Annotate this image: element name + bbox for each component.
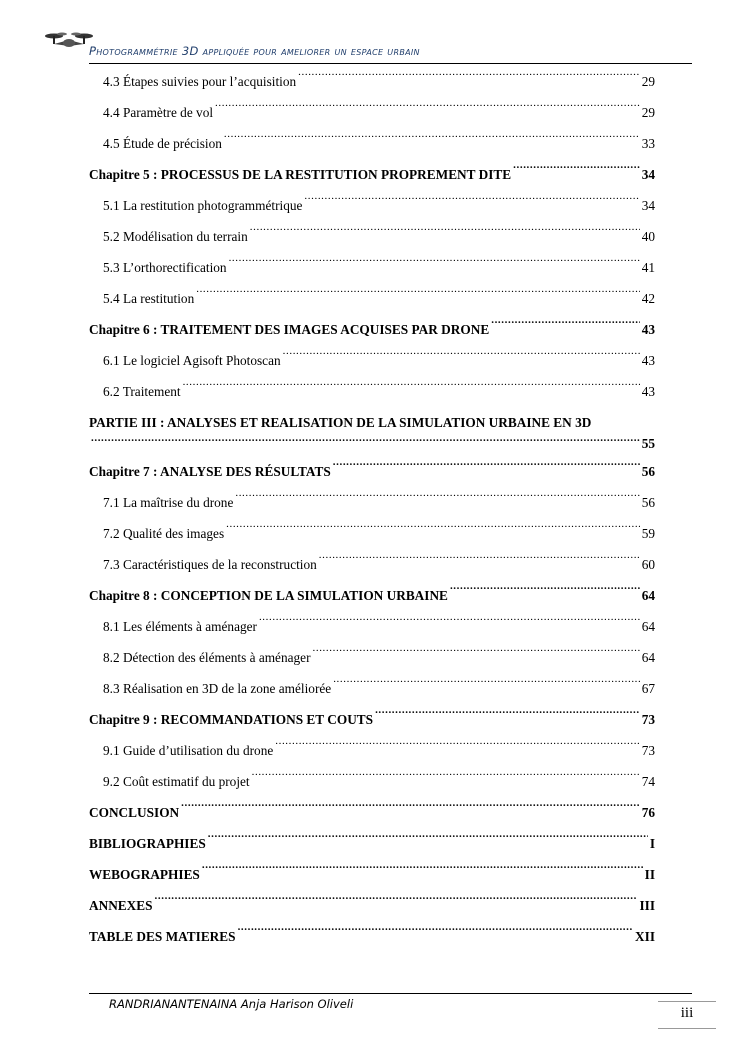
- toc-page-number: 29: [641, 105, 655, 120]
- toc-leader-dots: [259, 617, 640, 631]
- toc-entry-title: PARTIE III : ANALYSES ET REALISATION DE LA SIMULATION URBAINE EN 3D: [89, 415, 592, 430]
- toc-entry[interactable]: [89, 611, 655, 642]
- toc-leader-dots: [202, 865, 643, 879]
- toc-entry-title: 9.2 Coût estimatif du projet: [103, 774, 250, 789]
- toc-entry-title: 4.4 Paramètre de vol: [103, 105, 214, 120]
- toc-entry[interactable]: [89, 673, 655, 704]
- toc-entry-title: 7.1 La maîtrise du drone: [103, 495, 234, 510]
- toc-leader-dots: [283, 351, 640, 365]
- toc-entry-title: Chapitre 8 : CONCEPTION DE LA SIMULATION URBAINE: [89, 588, 448, 603]
- toc-entry-title: 5.2 Modélisation du terrain: [103, 229, 248, 244]
- toc-entry-title: ANNEXES: [89, 898, 153, 913]
- toc-entry[interactable]: [89, 797, 655, 828]
- toc-page-number: 40: [641, 229, 655, 244]
- toc-page-number: 33: [641, 136, 655, 151]
- toc-entry-title: 8.2 Détection des éléments à aménager: [103, 650, 311, 665]
- toc-entry[interactable]: [89, 549, 655, 580]
- toc-page-number: 76: [641, 805, 655, 820]
- toc-leader-dots: [313, 648, 640, 662]
- toc-entry[interactable]: [89, 314, 655, 345]
- toc-page-number: I: [649, 836, 655, 851]
- toc-leader-dots: [215, 103, 640, 117]
- toc-page-number: 56: [641, 495, 655, 510]
- page-number-box: [658, 1001, 716, 1029]
- toc-entry[interactable]: [89, 221, 655, 252]
- toc-entry-title: 4.3 Étapes suivies pour l’acquisition: [103, 74, 297, 89]
- drone-logo-icon: [44, 30, 94, 52]
- toc-entry-title: CONCLUSION: [89, 805, 180, 820]
- toc-entry-title: 5.4 La restitution: [103, 291, 195, 306]
- toc-page-number: 43: [641, 384, 655, 399]
- header-title: Photogrammétrie 3D appliquée pour ameliorer un espace urbain: [89, 44, 420, 58]
- toc-entry[interactable]: [89, 456, 655, 487]
- toc-leader-dots: [208, 834, 648, 848]
- toc-entry-title: 4.5 Étude de précision: [103, 136, 222, 151]
- page-header: [0, 28, 745, 68]
- toc-entry[interactable]: [89, 252, 655, 283]
- toc-leader-dots: [229, 258, 640, 272]
- toc-leader-dots: [333, 462, 640, 476]
- toc-page-number: 43: [641, 322, 655, 337]
- toc-leader-dots: [155, 896, 638, 910]
- table-of-contents: [89, 66, 655, 952]
- toc-page-number: II: [644, 867, 655, 882]
- toc-leader-dots: [91, 434, 640, 448]
- toc-page-number: 64: [641, 650, 655, 665]
- toc-entry-title: Chapitre 6 : TRAITEMENT DES IMAGES ACQUISES PAR DRONE: [89, 322, 490, 337]
- toc-entry-title: 7.3 Caractéristiques de la reconstruction: [103, 557, 317, 572]
- toc-entry-title: 8.3 Réalisation en 3D de la zone améliorée: [103, 681, 332, 696]
- toc-page-number: 34: [641, 167, 655, 182]
- toc-entry[interactable]: [89, 487, 655, 518]
- toc-entry-title: WEBOGRAPHIES: [89, 867, 200, 882]
- toc-leader-dots: [491, 320, 639, 334]
- toc-entry-title: 9.1 Guide d’utilisation du drone: [103, 743, 274, 758]
- toc-entry[interactable]: [89, 376, 655, 407]
- toc-entry[interactable]: [89, 345, 655, 376]
- toc-page-number: 73: [641, 712, 655, 727]
- toc-page-number: 34: [641, 198, 655, 213]
- toc-entry-title: BIBLIOGRAPHIES: [89, 836, 206, 851]
- toc-leader-dots: [235, 493, 639, 507]
- toc-leader-dots: [250, 227, 640, 241]
- footer-divider: [89, 993, 692, 994]
- toc-page-number: 55: [641, 436, 655, 451]
- toc-leader-dots: [181, 803, 640, 817]
- toc-leader-dots: [298, 72, 640, 86]
- toc-entry[interactable]: [89, 828, 655, 859]
- toc-entry-title: Chapitre 5 : PROCESSUS DE LA RESTITUTION PROPREMENT DITE: [89, 167, 512, 182]
- toc-page-number: III: [639, 898, 655, 913]
- toc-entry[interactable]: [89, 432, 655, 456]
- toc-entry[interactable]: [89, 890, 655, 921]
- header-divider: [89, 63, 692, 64]
- toc-entry-title: 6.2 Traitement: [103, 384, 181, 399]
- toc-page-number: 56: [641, 464, 655, 479]
- toc-leader-dots: [226, 524, 640, 538]
- toc-entry[interactable]: [89, 190, 655, 221]
- toc-leader-dots: [224, 134, 640, 148]
- toc-entry-title: 6.1 Le logiciel Agisoft Photoscan: [103, 353, 281, 368]
- toc-entry[interactable]: [89, 766, 655, 797]
- toc-entry-title: Chapitre 9 : RECOMMANDATIONS ET COUTS: [89, 712, 374, 727]
- toc-entry[interactable]: [89, 735, 655, 766]
- toc-entry[interactable]: [89, 859, 655, 890]
- toc-entry[interactable]: [89, 159, 655, 190]
- toc-entry[interactable]: [89, 704, 655, 735]
- footer-author: RANDRIANANTENAINA Anja Harison Oliveli: [109, 997, 354, 1011]
- toc-leader-dots: [252, 772, 640, 786]
- toc-page-number: 64: [641, 588, 655, 603]
- toc-entry[interactable]: [89, 66, 655, 97]
- toc-leader-dots: [333, 679, 640, 693]
- toc-entry[interactable]: [89, 283, 655, 314]
- toc-page-number: XII: [635, 929, 655, 944]
- toc-page-number: 42: [641, 291, 655, 306]
- toc-page-number: 73: [641, 743, 655, 758]
- toc-leader-dots: [238, 927, 633, 941]
- toc-leader-dots: [513, 165, 640, 179]
- page-number: iii: [680, 1005, 694, 1021]
- toc-entry[interactable]: [89, 97, 655, 128]
- toc-page-number: 74: [641, 774, 655, 789]
- toc-page-number: 60: [641, 557, 655, 572]
- toc-page-number: 41: [641, 260, 655, 275]
- toc-entry[interactable]: [89, 128, 655, 159]
- toc-page-number: 67: [641, 681, 655, 696]
- toc-entry-title: 5.3 L’orthorectification: [103, 260, 227, 275]
- toc-leader-dots: [183, 382, 640, 396]
- toc-leader-dots: [450, 586, 640, 600]
- toc-leader-dots: [275, 741, 639, 755]
- toc-page-number: 43: [641, 353, 655, 368]
- toc-entry[interactable]: [89, 921, 655, 952]
- toc-entry-title: TABLE DES MATIERES: [89, 929, 236, 944]
- toc-entry-title: 7.2 Qualité des images: [103, 526, 225, 541]
- toc-entry[interactable]: [89, 580, 655, 611]
- toc-entry[interactable]: [89, 518, 655, 549]
- toc-leader-dots: [375, 710, 640, 724]
- toc-leader-dots: [196, 289, 639, 303]
- toc-page-number: 59: [641, 526, 655, 541]
- toc-entry-title: 8.1 Les éléments à aménager: [103, 619, 257, 634]
- toc-leader-dots: [304, 196, 639, 210]
- toc-entry-title: 5.1 La restitution photogrammétrique: [103, 198, 303, 213]
- toc-entry[interactable]: [89, 642, 655, 673]
- toc-leader-dots: [319, 555, 640, 569]
- toc-entry-title: Chapitre 7 : ANALYSE DES RÉSULTATS: [89, 464, 331, 479]
- toc-page-number: 64: [641, 619, 655, 634]
- toc-page-number: 29: [641, 74, 655, 89]
